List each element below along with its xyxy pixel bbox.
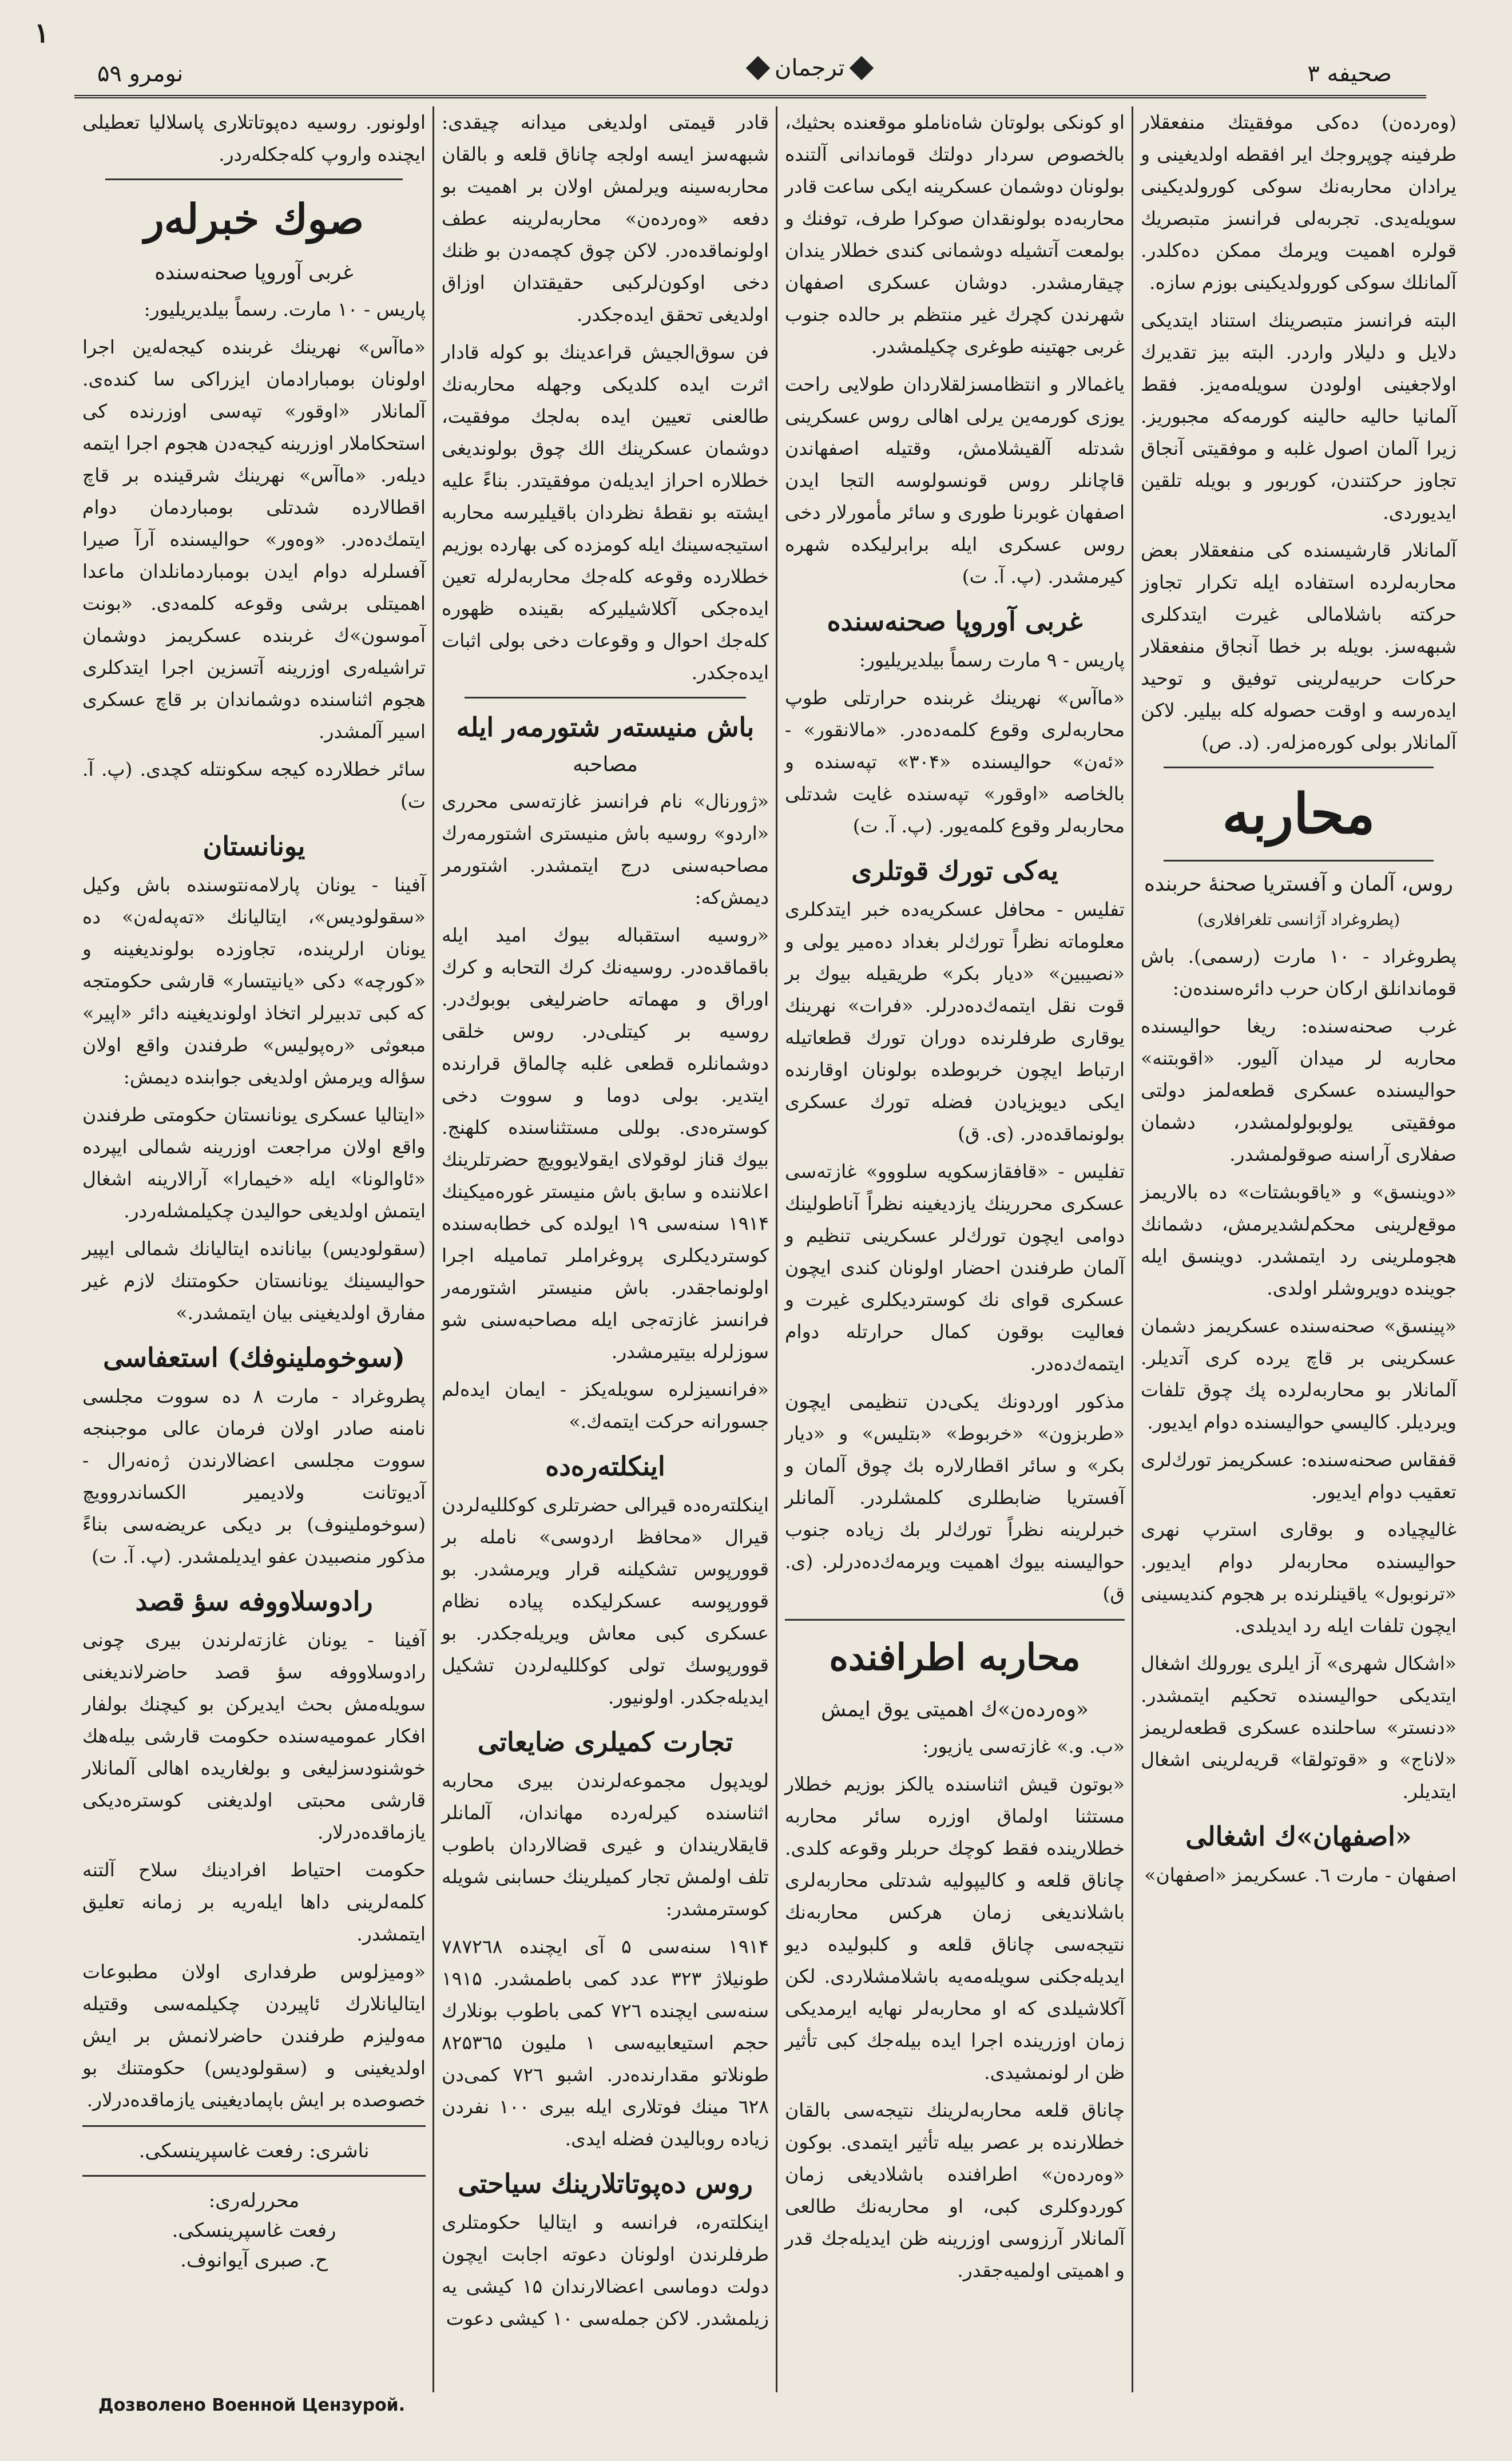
isfahan-title: «اصفهان»ك اشغالی [1185,1821,1412,1852]
column-right [1133,106,1465,2392]
publisher-line: ناشری: رفعت غاسپرینسکی. [138,2140,370,2162]
masthead [749,55,870,81]
editors-block [82,2186,426,2275]
section-title: اینکلتەرەده [545,1451,665,1482]
ornament-left-icon [746,56,770,80]
section-title: باش منیستەر شتورمەر ایله [456,712,755,743]
paragraph: فن سوق‌الجیش قراعدینك بو کوله قادار اثرت ایده کلدیکی وجهله محاربه‌نك طالعنی تعیین ایده به‌لجك موفقیت، دوشمان عسکرینك الك چوق بولوندیغی خطلاره احراز ایدیلەن موفقیتدر. بناءً علیه ایشته بو نقطهٔ نظردان باقیلیرسه محاربه استیجه‌سینك ایله کومزده کی بهارده بوزیم خطلارده وقوعه کله‌جك محاربه‌لرله تعین ایده‌جکی آکلاشیلیرکه بقینده ظهوره کله‌جك احوال و وقوعات دخی بولی اثبات ایده‌جکدر. [442,341,769,684]
paragraph: (سقولودیس) بیانانده ایتالیانك شمالی ایپیر حوالیسینك یونانستان حکومتنك لازم غیر مفارق اولدیغینی بیان ایتمشدر.» [82,1237,426,1324]
column-c3 [434,106,777,2392]
war-paragraph: «دوینسق» و «یاقوبشتات» ده بالاریمز موقع‌لرینی محکم‌لشدیرمش، دشمانك هجوملرینی رد ایتمشدر. دوینسق ایله جوینده دویروشلر اولدی. [1141,1181,1457,1299]
lead-paragraph: البته فرانسز متبصرینك استناد ایتدیکی دلایل و دلیلار واردر. البته بیز تقدیرك اولاجغینی اولودن سویلەمەیز. فقط آلمانیا حالیه حالینه کورمەکه مجبوریز. زیرا آلمان اصول غلبه و موفقیتی آنجاق تجاوز حرکتندن، کوربور و بویله تلقین ایدیوردی. [1141,309,1457,523]
section-title: غربی آوروپا صحنه‌سنده [827,606,1083,637]
column-c2 [777,106,1133,2392]
paragraph: «بوتون قیش اثناسنده یالکز بوزیم خطلار مستثنا اولماق اوزره سائر محاربه خطلارینده فقط کوچك حربلر وقوعه کلدی. چاناق قلعه و کالیپولیه شدتلی محاربه‌لری باشلاندیغی زمان هرکس محاربه‌نك نتیجه‌سی چاناق قلعه و کلبولیده‌ دیو ایدیله‌جکنی سویلەمه‌یه باشلامشلاردی. لکن آکلاشیلدی که او محاربه‌لر نهایه ایرمدیکی زمان اوزرینده اجرا ایده بیله‌جك کبی تأثیر ظن ار لونمشیدی. [785,1773,1125,2083]
divider [82,2175,426,2177]
section-subtitle: «وەردەن»ك اهمیتی یوق ایمش [821,1698,1089,1721]
paragraph: «ماآس» نهرینك غربنده کیجه‌لەین اجرا اولونان بومبارادمان ایزراکی سا کنده‌ی. آلمانلار «اوقور» تپه‌سی اوزرنده کی استحکاملار اوزرینه کیجه‌دن هجوم اجرا ایتمه دیلەر. «ماآس» نهرینك شرقینده بر قاچ اقطالارده شدتلی بومباردمان دوام ایتمك‌ده‌در. «وەور» حوالیسنده آرآ صیرا آفسلرله دوام ایدن بومباردمانلدان ماعدا اهمیتلی برشی وقوعه کلمه‌دی. «بونت آموسون»ك غربنده عسکریمز دوشمان تراشیلەری اوزرینه آتسزین اجرا ایتدکلری هجوم اثناسنده دوشماندان بر قاچ عسکری اسیر آلمشدر. [82,336,426,743]
paragraph: تفلیس - محافل عسکریه‌ده خبر ایتدکلری معلوماته نظراً تورك‌لر بغداد ده‌میر یولی و «نصیبین» «دیار بکر» طریقیله بیوك بر قوت نقل ایتمه‌ك‌ده‌درلر. «فرات» نهرینك یوقاری طرفلرنده دوران تورك قطعاتیله ارتباط ایچون خربوطده بولونان اوقارنده ایکی دیویزیادن فضله تورك عسکری بولونماقده‌در. (ی. ق) [785,898,1125,1145]
war-title: محاربه [1222,781,1375,846]
page-header [74,55,1426,98]
paragraph: قادر قیمتی اولدیغی میدانه چیقدی: شبهه‌سز ایسه اولجه چاناق قلعه و بالقان محاربه‌سینه ویرلمش اولان بر اهمیت بو دفعه «وەردەن» محاربه‌لرینه عطف اولونماقده‌در. لاکن چوق کچمه‌دن بو ظنك دخی اوکون‌لرکبی حقیقتدان اوزاق اولدیغی تحقق ایده‌جکدر. [442,111,769,326]
page-label: صحیفه ۳ [1307,61,1392,87]
war-paragraph: غرب صحنه‌سنده: ریغا حوالیسنده محاربه‌ لر میدان آلیور. «اقوبتنه» حوالیسنده عسکری قطعه‌لمز دولتی موفقیتی یولوبولولمشدر، دشمان صفلاری آراسنه صوقولمشدر. [1141,1015,1457,1165]
isfahan-text: اصفهان - مارت ٦. عسکریمز «اصفهان» [1144,1864,1457,1886]
editors-label: محررلەری: [208,2189,300,2212]
paragraph: اینکلتەرەده قیرالی حضرتلری کوکللیه‌لردن قیرال «محافظ اردوسی» ناملە بر قوورپوس تشکیلنه قرار ویرمشدر. بو قوورپوسه عسکرلیکده پیاده نظام عسکری کبی معاش ویریله‌جکدر. بو قوورپوسك تولی کوکللیه‌لردن تشکیل ایدیله‌جکدر. اولونیور. [442,1494,769,1708]
war-paragraph: غالیچیاده و بوقاری استرپ نهری حوالیسنده محاربه‌لر دوام ایدیور. «ترنوبول» یاقینلرنده بر هجوم کندیسینی ایچون تلفات ایله رد ایدیلدی. [1141,1518,1457,1637]
war-paragraph: «پینسق» صحنه‌سنده عسکریمز دشمان عسکرینی بر قاچ یرده کری آتدیلر. آلمانلار بو محاربه‌لرده پك چوق تلفات ویردیلر. کاليسي حوالیسنده دوام ایدیور. [1141,1315,1457,1433]
section-title: رادوسلاووفه سؤ قصد [135,1586,373,1617]
section-title: محاربه اطرافنده [829,1636,1081,1679]
divider [105,178,403,180]
paragraph: آفینا - یونان غازته‌لرندن بیری چونی رادوسلاووفه سؤ قصد حاضرلاندیغنی سویلەمش بحث ایدیرکن بو کیچنك بولفار افکار عمومیه‌سنده حکومت قارشی بیلەهك خوشنودسزلیغی و بولغاریده اهالی آلمانلار قارشی محبتی اولدیغنی کوسترەدیکی یازماقده‌درلار. [82,1629,426,1843]
divider [465,697,746,698]
paragraph: ۱۹۱۴ سنه‌سی ۵ آی ایچنده ۷۸۷۲٦۸ طونیلاژ ۳۲۳ عدد کمی باطمشدر. ۱۹۱۵ سنه‌سی ایچنده ۷۲٦ کمی باطوب بونلارك حجم استیعابیه‌سی ۱ ملیون ۸۲۵۳٦۵ طونلاتو مقدارنده‌در. اشبو ۷۲٦ کمی‌دن ٦۲۸ مینك فوتلاری ایله بیری ۱۰۰ نفردن زیاده روبالیدن فضله ایدی. [442,1935,769,2150]
war-source: (پطروغراد آژانسی تلغرافلاری) [1197,910,1400,929]
editor-name: رفعت غاسپرینسکی. [172,2219,336,2242]
divider [82,2125,426,2127]
section-title: یونانستان [203,831,305,862]
section-title: تجارت کمیلری ضایعاتی [477,1726,733,1757]
paragraph: او کونکی بولوتان شاه‌ناملو موقعنده بحثیك، بالخصوص سردار دولتك قوماندانی آلتنده بولونان دوشمان عسکرینه ایکی ساعت قادر محاربه‌ده بولونقدان صوکرا طرف، توفنك و بولمعت آتشیله دوشمانی کندی خطلار یندان چیقارمشدر. دوشان عسکری اصفهان شهرندن کچرك غیر منتظم بر حالده جنوب غربی جهتینه طوغری چکیلمشدر. [785,111,1125,358]
paragraph: پطروغراد - مارت ۸ ده سووت مجلسی نامنه صادر اولان فرمان عالی موجبنجه سووت مجلسی اعضالارندن ژەنەرال - آدیوتانت ولادیمیر الکساندروویچ (سوخوملینوف) بر دیکی عریضه‌سی بناءً مذکور منصبیدن عفو ایدیلمشدر. (پ. آ. ت) [82,1385,426,1567]
news-title: صوك خبرلەر [144,195,364,243]
editor-name: ح. صبری آیوانوف. [180,2249,328,2272]
divider [785,1619,1125,1621]
paragraph: لویدپول مجموعه‌لرندن بیری محاربه اثناسنده کیرلەرده مهاندان، آلمانلر قایقلاریندان و غیری قضالاردان باطوب تلف اولمش تجار کمیلرینك حسابنی شویله کوسترمشدر: [442,1769,769,1920]
paper-name: ترجمان [775,55,845,81]
issue-number: نومرو ۵۹ [97,61,184,87]
dateline: پاریس - ۱۰ مارت. رسماً بیلدیریلیور: [144,298,426,320]
ornament-right-icon [849,56,873,80]
divider [1164,860,1434,862]
dateline: پاریس - ۹ مارت رسماً بیلدیریلیور: [859,649,1125,671]
paragraph: «ژورنال» نام فرانسز غازته‌سی محرری «اردو» روسیه باش منیستری اشتورمەرك مصاحبه‌سنی درج ایتمشدر. اشتورمر دیمش‌که: [442,790,769,908]
news-section: غربی آوروپا صحنه‌سنده [154,261,354,284]
war-subtitle: روس، آلمان و آفستریا صحنهٔ حربنده [1144,872,1453,896]
corner-number: ١ [34,17,49,49]
war-paragraph: قفقاس صحنه‌سنده: عسکریمز تورك‌لری تعقیب دوام ایدیور. [1141,1448,1457,1503]
paragraph: مذکور اوردونك یکی‌دن تنظیمی ایچون «طربزون» «خربوط» «بتلیس» و «دیار بکر» و سائر اقطارلاره بك چوق آلمان و آفستریا ضابطلری کلمشلردر. آلمانلر خبرلرینه نظراً تورك‌لر بك زیاده جنوب حوالیسنه بیوك اهمیت ویرمه‌ك‌ده‌درلر. (ی. ق) [785,1390,1125,1605]
lead-paragraph: آلمانلار قارشیسنده کی منفعقلار بعض محاربه‌لرده استفاده ایله تکرار تجاوز حرکته باشلامالی غیرت ایتدکلری شبهه‌سز. بویله بر خطا آنجاق منفعقلار حرکات حربیه‌لرینی توفیق و توحید ایده‌رسه و اوقت حصوله کله بیلیر. لاکن آلمانلار بولی کوره‌مزلەر. (د. ص) [1141,539,1457,753]
paragraph: اولونور. روسیه دەپوتاتلاری پاسلالیا تعطیلی ایچنده واروپ کله‌جکلەردر. [82,111,426,165]
lead-paragraph: (وەردەن) دەکی موفقیتك منفعقلار طرفینه چوپروجك ایر افقطه اولدیغینی و یرادان محاربەنك سوکی کورولدیکینی سویلەیدی. تجربەلی فرانسز متبصریك قولره اهمیت ویرمك ممکن دەکلدر. آلمانلك سوکی کورولدیکینی بوزم سازه. [1141,111,1457,293]
censor-note: Дозволено Военной Цензурой. [98,2395,406,2415]
column-left [74,106,434,2392]
paragraph: «فرانسیزلره سویله‌یکز - ایمان ایدەلم جسورانه حرکت ایتمه‌ك.» [442,1378,769,1432]
paragraph: اینکلتەرە، فرانسه و ایتالیا حکومتلری طرفلرندن اولونان دعوته اجابت ایچون دولت دوماسی اعضالارندان ۱۵ کیشی یه زیلمشدر. لاکن جمله‌سی ۱۰ کیشی دعوت [442,2211,769,2329]
paragraph: سائر خطلارده کیجه سکونتله کچدی. (پ. آ. ت) [82,758,426,812]
paragraph: آفینا - یونان پارلامەنتوسنده باش وکیل «سقولودیس»، ایتالیانك «تەپەلەن» ده یونان ارلرینده، تجاوزده بولوندیغینە و «کورچه» دکی «یانیتسار» قارشی حکومتجه که کبی تدبیرلر اتخاذ اولوندیغینه دائر «اپیر» مبعوثی «رەپولیس» طرفندن واقع اولان سؤاله ویرمش اولدیغی جوابنده دیمش: [82,874,426,1088]
paragraph: یاغمالار و انتظامسزلقلاردان طولایی راحت یوزی کورمه‌ین یرلی اهالی روس عسکرینی شدتله آلقیشلامش، وقتیله اصفهاندن قاچانلر روس قونسولوسه التجا ایدن اصفهان غوبرنا طوری و سائر مأمورلار دخی روس عسکری ایله برابرلیکده شهره کیرمشدر. (پ. آ. ت) [785,373,1125,588]
dateline: «ب. و.» غازته‌سی یازیور: [922,1735,1125,1757]
paragraph: حکومت احتیاط افرادینك سلاح آلتنه کلمەلرینی داها ایلەریه بر زمانه تعلیق ایتمشدر. [82,1859,426,1945]
paragraph: «ماآس» نهرینك غربنده حرارتلی طوپ محاربه‌لری وقوع کلمه‌ده‌در. «مالانقور» - «ئەن» حوالیسنده «۳۰۴» تپه‌سنده و بالخاصه «اوقور» تپه‌سنده غایت شدتلی محاربه‌لر وقوع کلمه‌یور. (پ. آ. ت) [785,686,1125,837]
paragraph: چاناق قلعه محاربه‌لرینك نتیجه‌سی بالقان خطلارنده بر عصر بیله تأثیر ایتمدی. بوکون «وەردەن» اطرافنده باشلادیغی زمان کوردوکلری کبی، او محاربه‌نك طالعی آلمانلار آرزوسی اوزرینه ظن ایدیله‌جك قدر و اهمیتی اولمیه‌جقدر. [785,2099,1125,2281]
paragraph: «روسیه استقباله بیوك امید ایله باقماقده‌در. روسیه‌نك کرك التحابه و کرك اوراق و مهماته حاضرلیغی بوبوك‌در. روسیه بر کیتلی‌در. روس خلقی دوشمانلره قطعی غلبه چالماق قرارنده ایتدیر. بولی دوما و سووت دخی کوسترەدی. بوللی مستثنا‌سنده کلهنج. بیوك قناز لوقولای ایقولایوویچ حضرتلرینك اعلاننده و سابق باش منیستر غورەمیکینك ۱۹۱۴ سنه‌سی ۱۹ ایولده کی خطابه‌سنده کوستردیکلری پروغراملر تمامیله اجرا اولونماجقدر. باش منیستر اشتورمەر فرانسز غازته‌جی ایله مصاحبه‌سنی شو سوزلرله بیتیرمشدر. [442,924,769,1363]
paragraph: «ومیزلوس طرفداری اولان مطبوعات ایتالیانلارك ئاپیردن چکیلمه‌سی وقتیله مه‌ولیزم طرفندن حاضرلانمش بر ایش اولدیغینی و (سقولودیس) حکومتنك بو خصوصده بر ایش باپمادیغینی یازماقده‌درلار. [82,1960,426,2111]
paragraph: تفلیس - «قافقازسکویه سلووو» غازته‌سی عسکری محررینك یازدیغینه نظراً آناطولینك دوامی ایچون تورك‌لر عسکرینی تنظیم و آلمان طرفندن احضار اولونان کندی ایچون عسکری قوای نك کوستردیکلری غیرت و فعالیت بوقون کمال حرارتله دوام ایتمه‌ك‌ده‌در. [785,1160,1125,1375]
section-subtitle: مصاحبه [573,753,638,776]
section-title: روس دەپوتاتلارینك سیاحتی [458,2168,753,2199]
war-paragraph: «اشکال شهری» آز ایلری یورولك اشغال ایتدیکی حوالیسنده تحکیم ایتمشدر. «دنستر» ساحلنده عسکری قطعه‌لریمز «لاناج» و «قوتولقا» قریه‌لرینی اشغال ایتدیلر. [1141,1652,1457,1803]
divider [1164,767,1434,768]
section-title: یه‌کی تورك قوتلری [851,855,1058,886]
war-dateline: پطروغراد - ۱۰ مارت (رسمی). باش قوماندانلق ارکان حرب دائره‌سندەن: [1141,945,1457,999]
paragraph: «ایتالیا عسکری یونانستان حکومتی طرفندن واقع اولان مراجعت اوزرینه شمالی ایپرده «ئاوالونا» ایله «خیمارا» آرالارینه اشغال ایتمش اولدیغی حوالیدن چکیلمشلەردر. [82,1104,426,1222]
section-title: (سوخوملینوفك) استعفاسی [103,1342,405,1373]
